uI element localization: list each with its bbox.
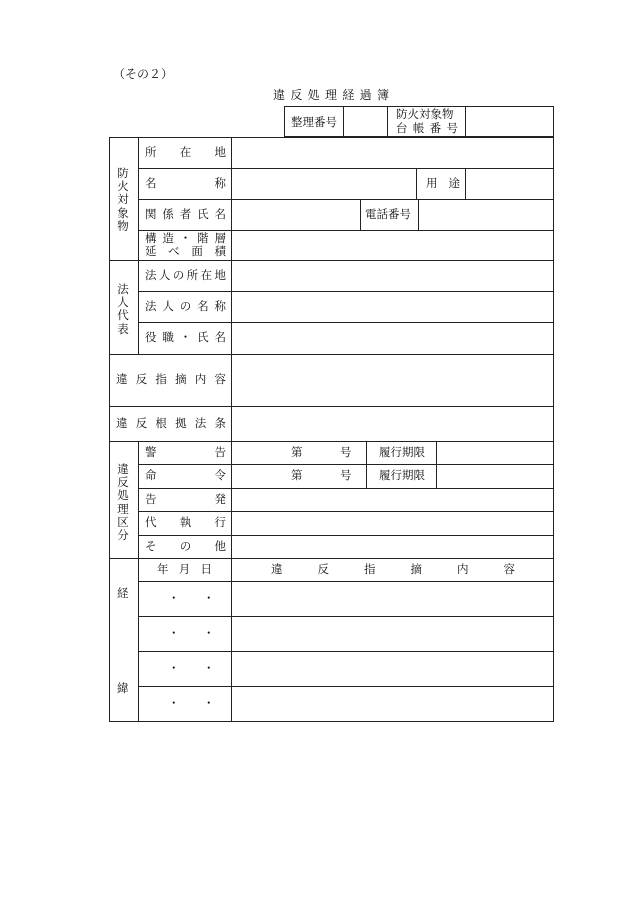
execution-field[interactable] — [232, 512, 553, 534]
col-divider — [366, 441, 367, 488]
violation-basis-label: 違 反 根 拠 法 条 — [116, 416, 226, 430]
col-divider — [416, 168, 417, 199]
header-divider — [387, 106, 388, 137]
execution-label: 代 執 行 — [145, 515, 226, 529]
violation-content-label: 違 反 指 摘 内 容 — [116, 372, 226, 386]
document-title: 違 反 処 理 経 過 簿 — [273, 88, 389, 102]
col-divider — [360, 199, 361, 230]
address-label: 所 在 地 — [145, 145, 226, 159]
order-label: 命 令 — [145, 468, 226, 482]
corp-address-field[interactable] — [232, 261, 553, 290]
phone-label: 電話番号 — [365, 207, 411, 221]
address-field[interactable] — [232, 138, 553, 167]
date-dot: ・ — [168, 626, 180, 640]
use-label: 用 途 — [426, 176, 460, 190]
row-line — [109, 558, 554, 559]
name-field[interactable] — [232, 169, 415, 198]
history-content-header: 違 反 指 摘 内 容 — [271, 562, 515, 576]
warning-dai-label: 第 — [291, 445, 303, 459]
order-deadline-field[interactable] — [437, 465, 553, 487]
date-dot: ・ — [203, 661, 215, 675]
corp-title-name-label: 役 職 ・ 氏 名 — [145, 330, 226, 344]
warning-go-label: 号 — [340, 445, 352, 459]
accusation-label: 告 発 — [145, 492, 226, 506]
date-dot: ・ — [168, 591, 180, 605]
daicho-label-line1: 防火対象物 — [396, 107, 454, 121]
date-dot: ・ — [203, 696, 215, 710]
seiri-bango-field[interactable] — [344, 107, 386, 136]
violation-content-field[interactable] — [232, 355, 553, 405]
history-label-bottom: 緯 — [117, 681, 129, 695]
date-dot: ・ — [203, 626, 215, 640]
order-go-label: 号 — [340, 468, 352, 482]
warning-deadline-label: 履行期限 — [379, 445, 425, 459]
group-label-action: 違 反 処 理 区 分 — [117, 462, 129, 543]
related-person-label: 関 係 者 氏 名 — [145, 207, 226, 221]
history-label-top: 経 — [117, 586, 129, 600]
other-label: そ の 他 — [145, 539, 226, 553]
name-label: 名 称 — [145, 176, 226, 190]
accusation-field[interactable] — [232, 489, 553, 510]
sheet-label: （その２） — [113, 67, 174, 81]
group-label-target: 防 火 対 象 物 — [117, 166, 129, 233]
daicho-label-line2: 台 帳 番 号 — [396, 121, 458, 135]
history-row-field[interactable] — [232, 617, 553, 650]
corp-address-label: 法 人 の 所 在 地 — [145, 268, 226, 282]
warning-deadline-field[interactable] — [437, 442, 553, 463]
seiri-bango-label: 整理番号 — [291, 115, 337, 129]
structure-label-line2: 延 べ 面 積 — [145, 244, 226, 258]
group-label-corp: 法 人 代 表 — [117, 282, 129, 336]
other-field[interactable] — [232, 536, 553, 557]
date-dot: ・ — [203, 591, 215, 605]
phone-field[interactable] — [419, 200, 553, 229]
structure-field[interactable] — [232, 231, 553, 259]
use-field[interactable] — [466, 169, 553, 198]
daicho-bango-field[interactable] — [466, 107, 553, 136]
corp-title-name-field[interactable] — [232, 323, 553, 353]
history-row-field[interactable] — [232, 687, 553, 721]
structure-label-line1: 構 造 ・ 階 層 — [145, 231, 226, 245]
warning-label: 警 告 — [145, 445, 226, 459]
date-dot: ・ — [168, 696, 180, 710]
order-dai-label: 第 — [291, 468, 303, 482]
history-row-field[interactable] — [232, 652, 553, 685]
related-person-field[interactable] — [232, 200, 359, 229]
order-deadline-label: 履行期限 — [379, 468, 425, 482]
date-dot: ・ — [168, 661, 180, 675]
corp-name-label: 法 人 の 名 称 — [145, 299, 226, 313]
history-row-field[interactable] — [232, 582, 553, 615]
history-date-header: 年 月 日 — [157, 562, 212, 576]
corp-name-field[interactable] — [232, 292, 553, 321]
violation-basis-field[interactable] — [232, 407, 553, 440]
